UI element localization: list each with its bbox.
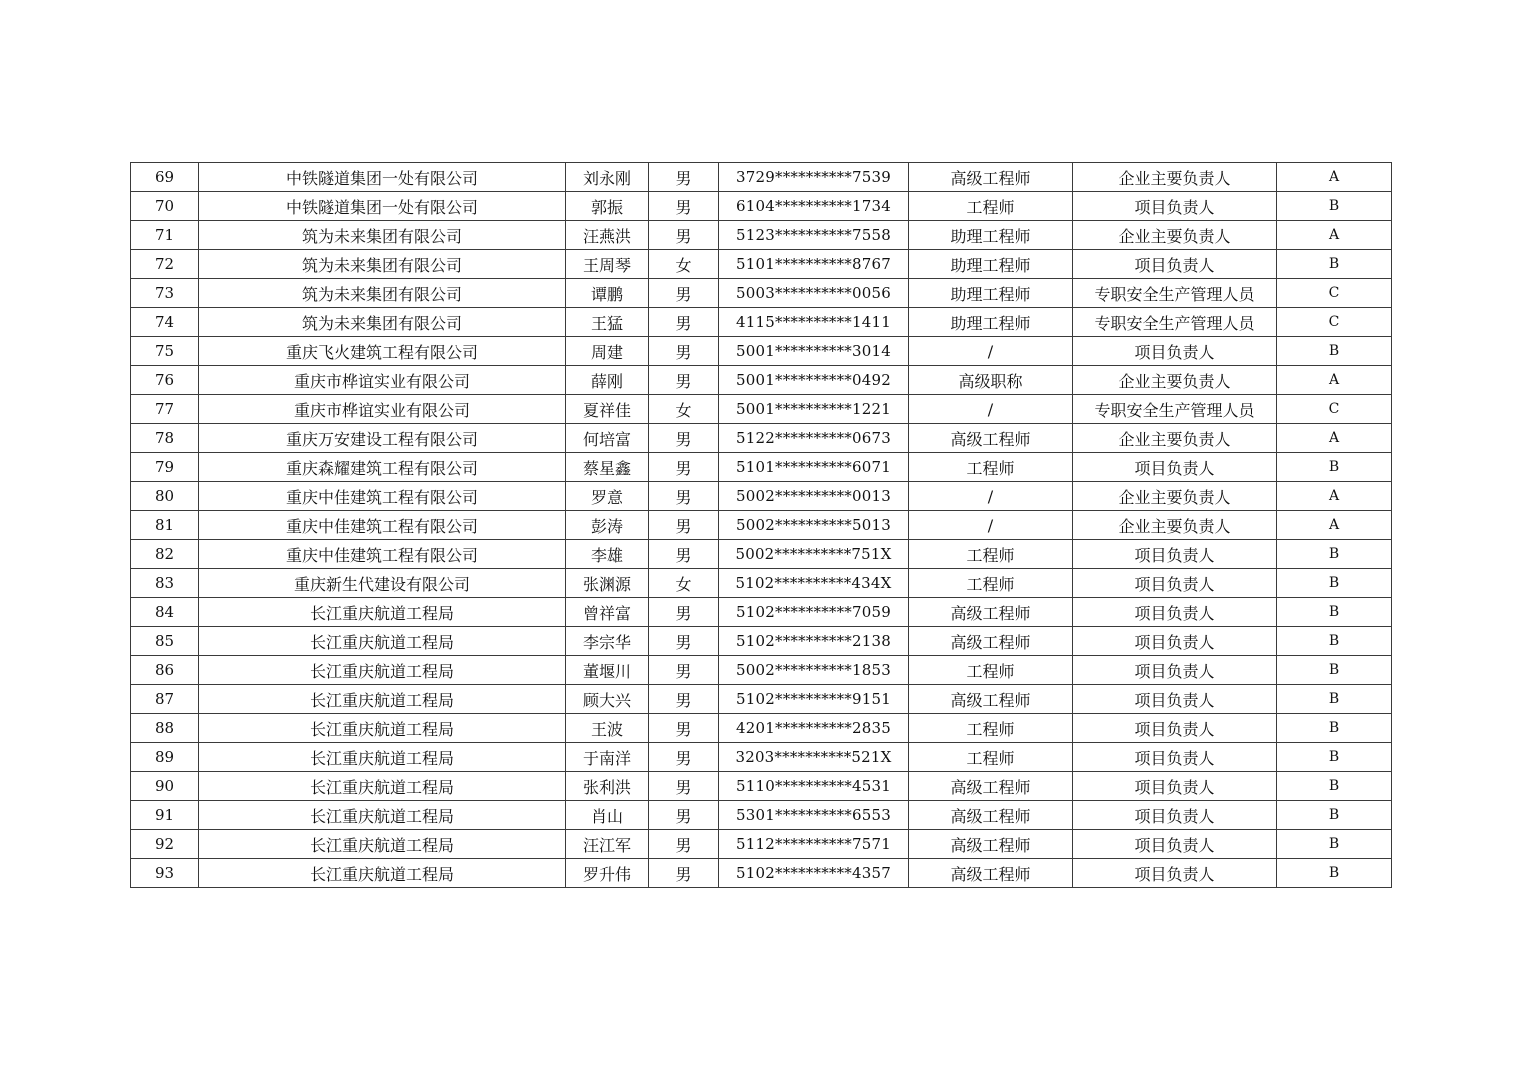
cell-company: 长江重庆航道工程局 bbox=[199, 830, 566, 859]
cell-gender: 男 bbox=[649, 308, 719, 337]
cell-person-name: 曾祥富 bbox=[566, 598, 649, 627]
cell-serial-number: 89 bbox=[131, 743, 199, 772]
cell-person-name: 薛刚 bbox=[566, 366, 649, 395]
cell-company: 筑为未来集团有限公司 bbox=[199, 279, 566, 308]
cell-person-name: 顾大兴 bbox=[566, 685, 649, 714]
cell-id-number: 5101**********6071 bbox=[719, 453, 909, 482]
cell-certificate-category: B bbox=[1277, 830, 1392, 859]
cell-person-name: 肖山 bbox=[566, 801, 649, 830]
cell-id-number: 5102**********4357 bbox=[719, 859, 909, 888]
cell-gender: 男 bbox=[649, 453, 719, 482]
cell-position: 项目负责人 bbox=[1073, 569, 1277, 598]
table-row bbox=[131, 221, 1392, 250]
cell-certificate-category: A bbox=[1277, 221, 1392, 250]
cell-id-number: 6104**********1734 bbox=[719, 192, 909, 221]
cell-id-number: 5001**********1221 bbox=[719, 395, 909, 424]
cell-gender: 男 bbox=[649, 772, 719, 801]
cell-professional-title: / bbox=[909, 337, 1073, 366]
cell-gender: 女 bbox=[649, 569, 719, 598]
table-row bbox=[131, 627, 1392, 656]
cell-id-number: 5002**********1853 bbox=[719, 656, 909, 685]
cell-professional-title: 工程师 bbox=[909, 569, 1073, 598]
table-row bbox=[131, 801, 1392, 830]
cell-gender: 男 bbox=[649, 685, 719, 714]
cell-position: 项目负责人 bbox=[1073, 772, 1277, 801]
cell-id-number: 5301**********6553 bbox=[719, 801, 909, 830]
cell-certificate-category: B bbox=[1277, 453, 1392, 482]
cell-person-name: 张利洪 bbox=[566, 772, 649, 801]
cell-person-name: 罗升伟 bbox=[566, 859, 649, 888]
cell-certificate-category: A bbox=[1277, 366, 1392, 395]
cell-gender: 男 bbox=[649, 221, 719, 250]
cell-professional-title: 高级工程师 bbox=[909, 830, 1073, 859]
cell-position: 项目负责人 bbox=[1073, 743, 1277, 772]
table-row bbox=[131, 366, 1392, 395]
cell-id-number: 4201**********2835 bbox=[719, 714, 909, 743]
cell-person-name: 李雄 bbox=[566, 540, 649, 569]
cell-position: 项目负责人 bbox=[1073, 598, 1277, 627]
cell-serial-number: 72 bbox=[131, 250, 199, 279]
cell-id-number: 5112**********7571 bbox=[719, 830, 909, 859]
cell-person-name: 郭振 bbox=[566, 192, 649, 221]
cell-id-number: 5102**********7059 bbox=[719, 598, 909, 627]
cell-professional-title: 工程师 bbox=[909, 540, 1073, 569]
cell-person-name: 谭鹏 bbox=[566, 279, 649, 308]
cell-serial-number: 92 bbox=[131, 830, 199, 859]
cell-position: 企业主要负责人 bbox=[1073, 163, 1277, 192]
cell-gender: 男 bbox=[649, 192, 719, 221]
cell-professional-title: 工程师 bbox=[909, 743, 1073, 772]
cell-company: 长江重庆航道工程局 bbox=[199, 801, 566, 830]
cell-position: 项目负责人 bbox=[1073, 859, 1277, 888]
cell-company: 长江重庆航道工程局 bbox=[199, 598, 566, 627]
cell-position: 企业主要负责人 bbox=[1073, 511, 1277, 540]
cell-professional-title: 助理工程师 bbox=[909, 279, 1073, 308]
cell-person-name: 张渊源 bbox=[566, 569, 649, 598]
cell-person-name: 董堰川 bbox=[566, 656, 649, 685]
table-row bbox=[131, 279, 1392, 308]
cell-id-number: 5122**********0673 bbox=[719, 424, 909, 453]
cell-gender: 女 bbox=[649, 395, 719, 424]
cell-serial-number: 73 bbox=[131, 279, 199, 308]
cell-id-number: 5102**********2138 bbox=[719, 627, 909, 656]
cell-gender: 男 bbox=[649, 540, 719, 569]
cell-position: 项目负责人 bbox=[1073, 192, 1277, 221]
cell-serial-number: 76 bbox=[131, 366, 199, 395]
cell-position: 项目负责人 bbox=[1073, 685, 1277, 714]
cell-professional-title: 高级工程师 bbox=[909, 801, 1073, 830]
cell-person-name: 王波 bbox=[566, 714, 649, 743]
cell-position: 项目负责人 bbox=[1073, 627, 1277, 656]
cell-professional-title: 助理工程师 bbox=[909, 250, 1073, 279]
table-row bbox=[131, 308, 1392, 337]
cell-company: 长江重庆航道工程局 bbox=[199, 743, 566, 772]
cell-position: 项目负责人 bbox=[1073, 540, 1277, 569]
cell-gender: 男 bbox=[649, 511, 719, 540]
cell-certificate-category: B bbox=[1277, 714, 1392, 743]
cell-gender: 男 bbox=[649, 482, 719, 511]
cell-gender: 男 bbox=[649, 743, 719, 772]
cell-gender: 男 bbox=[649, 424, 719, 453]
cell-company: 筑为未来集团有限公司 bbox=[199, 308, 566, 337]
personnel-table bbox=[130, 162, 1392, 888]
cell-serial-number: 71 bbox=[131, 221, 199, 250]
cell-gender: 男 bbox=[649, 830, 719, 859]
cell-person-name: 蔡星鑫 bbox=[566, 453, 649, 482]
cell-professional-title: 高级工程师 bbox=[909, 859, 1073, 888]
cell-id-number: 5001**********3014 bbox=[719, 337, 909, 366]
cell-serial-number: 90 bbox=[131, 772, 199, 801]
table-body bbox=[131, 163, 1392, 888]
cell-position: 企业主要负责人 bbox=[1073, 221, 1277, 250]
cell-person-name: 周建 bbox=[566, 337, 649, 366]
table-row bbox=[131, 540, 1392, 569]
cell-serial-number: 74 bbox=[131, 308, 199, 337]
cell-company: 中铁隧道集团一处有限公司 bbox=[199, 192, 566, 221]
table-row bbox=[131, 482, 1392, 511]
cell-company: 筑为未来集团有限公司 bbox=[199, 250, 566, 279]
cell-certificate-category: C bbox=[1277, 395, 1392, 424]
cell-serial-number: 85 bbox=[131, 627, 199, 656]
cell-gender: 男 bbox=[649, 163, 719, 192]
cell-position: 专职安全生产管理人员 bbox=[1073, 395, 1277, 424]
cell-position: 项目负责人 bbox=[1073, 453, 1277, 482]
cell-position: 企业主要负责人 bbox=[1073, 424, 1277, 453]
cell-certificate-category: A bbox=[1277, 424, 1392, 453]
cell-id-number: 5002**********5013 bbox=[719, 511, 909, 540]
cell-serial-number: 79 bbox=[131, 453, 199, 482]
cell-serial-number: 81 bbox=[131, 511, 199, 540]
cell-professional-title: / bbox=[909, 482, 1073, 511]
cell-company: 重庆中佳建筑工程有限公司 bbox=[199, 511, 566, 540]
cell-professional-title: 高级工程师 bbox=[909, 627, 1073, 656]
cell-certificate-category: B bbox=[1277, 569, 1392, 598]
cell-company: 长江重庆航道工程局 bbox=[199, 685, 566, 714]
table-row bbox=[131, 511, 1392, 540]
cell-id-number: 5102**********9151 bbox=[719, 685, 909, 714]
cell-gender: 男 bbox=[649, 337, 719, 366]
cell-serial-number: 82 bbox=[131, 540, 199, 569]
cell-person-name: 汪燕洪 bbox=[566, 221, 649, 250]
cell-id-number: 5123**********7558 bbox=[719, 221, 909, 250]
cell-certificate-category: B bbox=[1277, 627, 1392, 656]
cell-company: 重庆市桦谊实业有限公司 bbox=[199, 395, 566, 424]
cell-person-name: 何培富 bbox=[566, 424, 649, 453]
table-row bbox=[131, 569, 1392, 598]
table-row bbox=[131, 772, 1392, 801]
table-row bbox=[131, 714, 1392, 743]
table-row bbox=[131, 685, 1392, 714]
cell-person-name: 王猛 bbox=[566, 308, 649, 337]
cell-certificate-category: B bbox=[1277, 859, 1392, 888]
cell-company: 重庆中佳建筑工程有限公司 bbox=[199, 482, 566, 511]
cell-company: 重庆中佳建筑工程有限公司 bbox=[199, 540, 566, 569]
cell-certificate-category: B bbox=[1277, 743, 1392, 772]
cell-position: 项目负责人 bbox=[1073, 714, 1277, 743]
cell-serial-number: 88 bbox=[131, 714, 199, 743]
cell-professional-title: 工程师 bbox=[909, 192, 1073, 221]
cell-id-number: 5102**********434X bbox=[719, 569, 909, 598]
cell-id-number: 5003**********0056 bbox=[719, 279, 909, 308]
cell-professional-title: 助理工程师 bbox=[909, 308, 1073, 337]
cell-id-number: 4115**********1411 bbox=[719, 308, 909, 337]
cell-id-number: 3729**********7539 bbox=[719, 163, 909, 192]
cell-company: 长江重庆航道工程局 bbox=[199, 772, 566, 801]
cell-company: 长江重庆航道工程局 bbox=[199, 656, 566, 685]
cell-id-number: 5002**********751X bbox=[719, 540, 909, 569]
cell-position: 企业主要负责人 bbox=[1073, 366, 1277, 395]
cell-serial-number: 77 bbox=[131, 395, 199, 424]
cell-professional-title: 高级工程师 bbox=[909, 598, 1073, 627]
table-row bbox=[131, 859, 1392, 888]
cell-person-name: 于南洋 bbox=[566, 743, 649, 772]
cell-professional-title: 高级工程师 bbox=[909, 685, 1073, 714]
cell-person-name: 李宗华 bbox=[566, 627, 649, 656]
cell-certificate-category: A bbox=[1277, 163, 1392, 192]
cell-serial-number: 70 bbox=[131, 192, 199, 221]
cell-id-number: 5101**********8767 bbox=[719, 250, 909, 279]
cell-company: 长江重庆航道工程局 bbox=[199, 714, 566, 743]
cell-position: 项目负责人 bbox=[1073, 656, 1277, 685]
cell-position: 项目负责人 bbox=[1073, 250, 1277, 279]
cell-position: 项目负责人 bbox=[1073, 830, 1277, 859]
table-row bbox=[131, 656, 1392, 685]
cell-person-name: 夏祥佳 bbox=[566, 395, 649, 424]
cell-position: 项目负责人 bbox=[1073, 337, 1277, 366]
cell-position: 专职安全生产管理人员 bbox=[1073, 308, 1277, 337]
table-row bbox=[131, 163, 1392, 192]
cell-certificate-category: B bbox=[1277, 598, 1392, 627]
cell-serial-number: 93 bbox=[131, 859, 199, 888]
cell-serial-number: 91 bbox=[131, 801, 199, 830]
cell-gender: 男 bbox=[649, 366, 719, 395]
cell-company: 筑为未来集团有限公司 bbox=[199, 221, 566, 250]
cell-professional-title: 工程师 bbox=[909, 453, 1073, 482]
cell-id-number: 3203**********521X bbox=[719, 743, 909, 772]
cell-position: 企业主要负责人 bbox=[1073, 482, 1277, 511]
cell-serial-number: 80 bbox=[131, 482, 199, 511]
cell-professional-title: / bbox=[909, 511, 1073, 540]
cell-gender: 女 bbox=[649, 250, 719, 279]
cell-gender: 男 bbox=[649, 279, 719, 308]
cell-gender: 男 bbox=[649, 598, 719, 627]
cell-id-number: 5002**********0013 bbox=[719, 482, 909, 511]
cell-company: 重庆市桦谊实业有限公司 bbox=[199, 366, 566, 395]
cell-professional-title: / bbox=[909, 395, 1073, 424]
cell-certificate-category: B bbox=[1277, 656, 1392, 685]
cell-gender: 男 bbox=[649, 656, 719, 685]
cell-serial-number: 75 bbox=[131, 337, 199, 366]
cell-serial-number: 78 bbox=[131, 424, 199, 453]
cell-professional-title: 高级工程师 bbox=[909, 163, 1073, 192]
cell-professional-title: 工程师 bbox=[909, 656, 1073, 685]
cell-professional-title: 高级工程师 bbox=[909, 772, 1073, 801]
table-row bbox=[131, 250, 1392, 279]
cell-serial-number: 69 bbox=[131, 163, 199, 192]
cell-person-name: 罗意 bbox=[566, 482, 649, 511]
cell-professional-title: 高级职称 bbox=[909, 366, 1073, 395]
cell-company: 长江重庆航道工程局 bbox=[199, 627, 566, 656]
cell-person-name: 王周琴 bbox=[566, 250, 649, 279]
cell-id-number: 5001**********0492 bbox=[719, 366, 909, 395]
cell-person-name: 彭涛 bbox=[566, 511, 649, 540]
cell-certificate-category: C bbox=[1277, 279, 1392, 308]
cell-position: 项目负责人 bbox=[1073, 801, 1277, 830]
table-row bbox=[131, 192, 1392, 221]
cell-gender: 男 bbox=[649, 801, 719, 830]
cell-gender: 男 bbox=[649, 627, 719, 656]
table-row bbox=[131, 743, 1392, 772]
cell-professional-title: 助理工程师 bbox=[909, 221, 1073, 250]
cell-id-number: 5110**********4531 bbox=[719, 772, 909, 801]
table-row bbox=[131, 395, 1392, 424]
cell-person-name: 汪江军 bbox=[566, 830, 649, 859]
cell-certificate-category: A bbox=[1277, 482, 1392, 511]
cell-certificate-category: B bbox=[1277, 772, 1392, 801]
table-row bbox=[131, 453, 1392, 482]
cell-company: 重庆飞火建筑工程有限公司 bbox=[199, 337, 566, 366]
cell-position: 专职安全生产管理人员 bbox=[1073, 279, 1277, 308]
cell-gender: 男 bbox=[649, 859, 719, 888]
cell-serial-number: 86 bbox=[131, 656, 199, 685]
cell-person-name: 刘永刚 bbox=[566, 163, 649, 192]
cell-certificate-category: C bbox=[1277, 308, 1392, 337]
cell-certificate-category: B bbox=[1277, 250, 1392, 279]
cell-serial-number: 87 bbox=[131, 685, 199, 714]
cell-certificate-category: A bbox=[1277, 511, 1392, 540]
cell-serial-number: 83 bbox=[131, 569, 199, 598]
cell-serial-number: 84 bbox=[131, 598, 199, 627]
cell-company: 中铁隧道集团一处有限公司 bbox=[199, 163, 566, 192]
table-row bbox=[131, 598, 1392, 627]
cell-professional-title: 高级工程师 bbox=[909, 424, 1073, 453]
cell-certificate-category: B bbox=[1277, 337, 1392, 366]
cell-certificate-category: B bbox=[1277, 801, 1392, 830]
cell-certificate-category: B bbox=[1277, 192, 1392, 221]
table-row bbox=[131, 337, 1392, 366]
cell-company: 重庆万安建设工程有限公司 bbox=[199, 424, 566, 453]
table-row bbox=[131, 424, 1392, 453]
cell-company: 重庆新生代建设有限公司 bbox=[199, 569, 566, 598]
table-row bbox=[131, 830, 1392, 859]
cell-company: 重庆森耀建筑工程有限公司 bbox=[199, 453, 566, 482]
cell-gender: 男 bbox=[649, 714, 719, 743]
cell-certificate-category: B bbox=[1277, 540, 1392, 569]
cell-company: 长江重庆航道工程局 bbox=[199, 859, 566, 888]
cell-professional-title: 工程师 bbox=[909, 714, 1073, 743]
cell-certificate-category: B bbox=[1277, 685, 1392, 714]
